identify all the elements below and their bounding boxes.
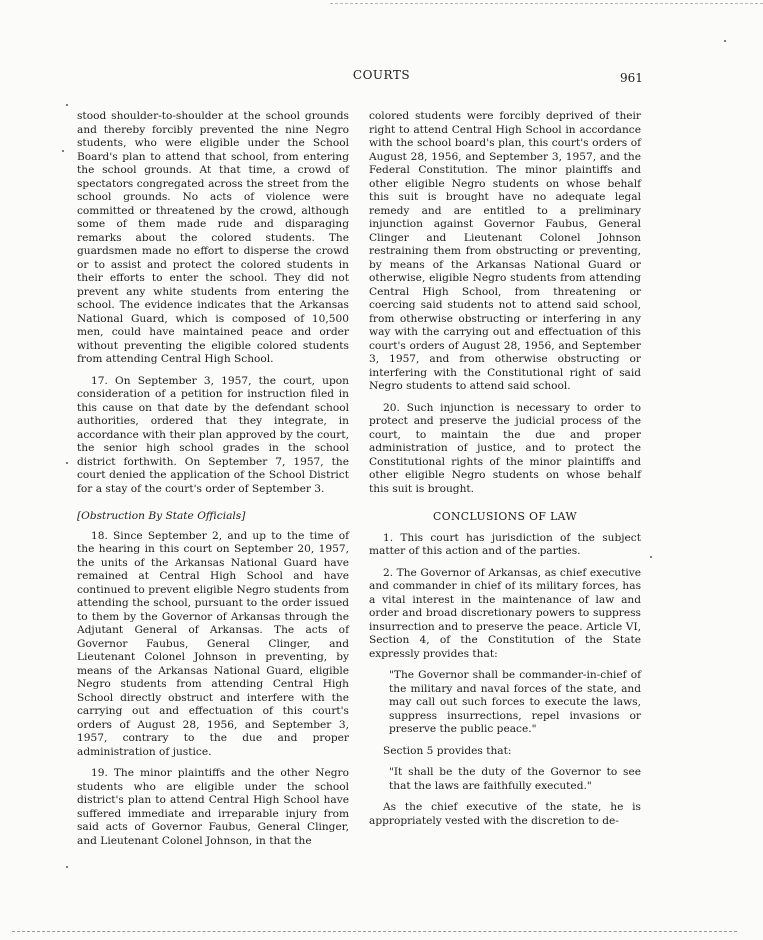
scan-speck [724,40,726,42]
finding-18: 18. Since September 2, and up to the time of the hearing in this court on September 20, 1957, the units of the Arkansas National Guard have remained at Central High School and have continued to prevent eligible Negro students from attending the school, pursuant to the order issued to them by the Governor of Arkansas through the Adjutant General of Arkansas. The acts of Governor Faubus, General Clinger, and Lieutenant Colonel Johnson in preventing, by means of the Arkansas National Guard, eligible Negro students from attending Central High School directly obstruct and interfere with the carrying out and effectuation of this court's orders of August 28, 1956, and September 3, 1957, contrary to the due and proper administration of justice. [77,529,349,758]
scan-speck [650,556,652,558]
section-heading-conclusions: CONCLUSIONS OF LAW [433,510,577,523]
page-number: 961 [620,71,643,85]
scan-speck [66,104,68,106]
scan-speck [62,150,64,152]
top-dashed-rule [330,3,763,4]
left-column [77,110,349,856]
conclusion-1: 1. This court has jurisdiction of the subject matter of this action and of the parties. [369,531,641,557]
paragraph-last: As the chief executive of the state, he is appropriately vested with the discretion to de- [369,801,641,827]
constitution-quote-section-4: "The Governor shall be commander-in-chief of the military and naval forces of the state, and may call out such forces to execute the laws, suppress insurrections, repel invasions or preserve the public peace." [389,669,641,735]
running-header: COURTS [352,68,411,82]
finding-19-continued: colored students were forcibly deprived of their right to attend Central High School in accordance with the school board's plan, this court's orders of August 28, 1956, and September 3, 1957, and the Federal Constitution. The minor plaintiffs and other eligible Negro students on whose behalf this suit is brought have no adequate legal remedy and are entitled to a preliminary injunction against Governor Faubus, General Clinger and Lieutenant Colonel Johnson restraining them from obstructing or preventing, by means of the Arkansas National Guard or otherwise, eligible Negro students from attending Central High School, from threatening or coercing said students not to attend said school, from otherwise obstructing or interfering in any way with the carrying out and effectuation of this court's orders of August 28, 1956, and September 3, 1957, and from otherwise obstructing or interfering with the Constitutional right of said Negro students to attend said school. [369,110,641,392]
finding-19: 19. The minor plaintiffs and the other Negro students who are eligible under the school district's plan to attend Central High School have suffered immediate and irreparable injury from said acts of Governor Faubus, General Clinger, and Lieutenant Colonel Johnson, in that the [77,767,349,847]
section-5-intro: Section 5 provides that: [383,744,512,757]
constitution-quote-section-5: "It shall be the duty of the Governor to see that the laws are faithfully executed." [389,766,641,792]
right-column [369,110,641,836]
finding-20: 20. Such injunction is necessary to order to protect and preserve the judicial process of the court, to maintain the due and proper administration of justice, and to protect the Constitutional rights of the minor plaintiffs and other eligible Negro students on whose behalf this suit is brought. [369,401,641,495]
section-heading-obstruction: [Obstruction By State Officials] [77,510,246,522]
scan-speck [66,866,68,868]
paragraph-continued: stood shoulder-to-shoulder at the school grounds and thereby forcibly prevented the nine Negro students, who were eligible under the School Board's plan to attend that school, from entering the school grounds. At that time, a crowd of spectators congregated across the street from the school grounds. No acts of violence were committed or threatened by the crowd, although some of them made rude and disparaging remarks about the colored students. The guardsmen made no effort to disperse the crowd or to assist and protect the colored students in their efforts to enter the school. They did not prevent any white students from entering the school. The evidence indicates that the Arkansas National Guard, which is composed of 10,500 men, could have maintained peace and order without preventing the eligible colored students from attending Central High School. [77,110,349,365]
scan-speck [66,462,68,464]
conclusion-2: 2. The Governor of Arkansas, as chief executive and commander in chief of its military forces, has a vital interest in the maintenance of law and order and broad discretionary powers to suppress insurrection and to preserve the peace. Article VI, Section 4, of the Constitution of the State expressly provides that: [369,566,641,660]
finding-17: 17. On September 3, 1957, the court, upon consideration of a petition for instruction filed in this cause on that date by the defendant school authorities, ordered that they integrate, in accordance with their plan approved by the court, the senior high school grades in the school district forthwith. On September 7, 1957, the court denied the application of the School District for a stay of the court's order of September 3. [77,374,349,495]
bottom-dashed-rule [12,931,737,932]
